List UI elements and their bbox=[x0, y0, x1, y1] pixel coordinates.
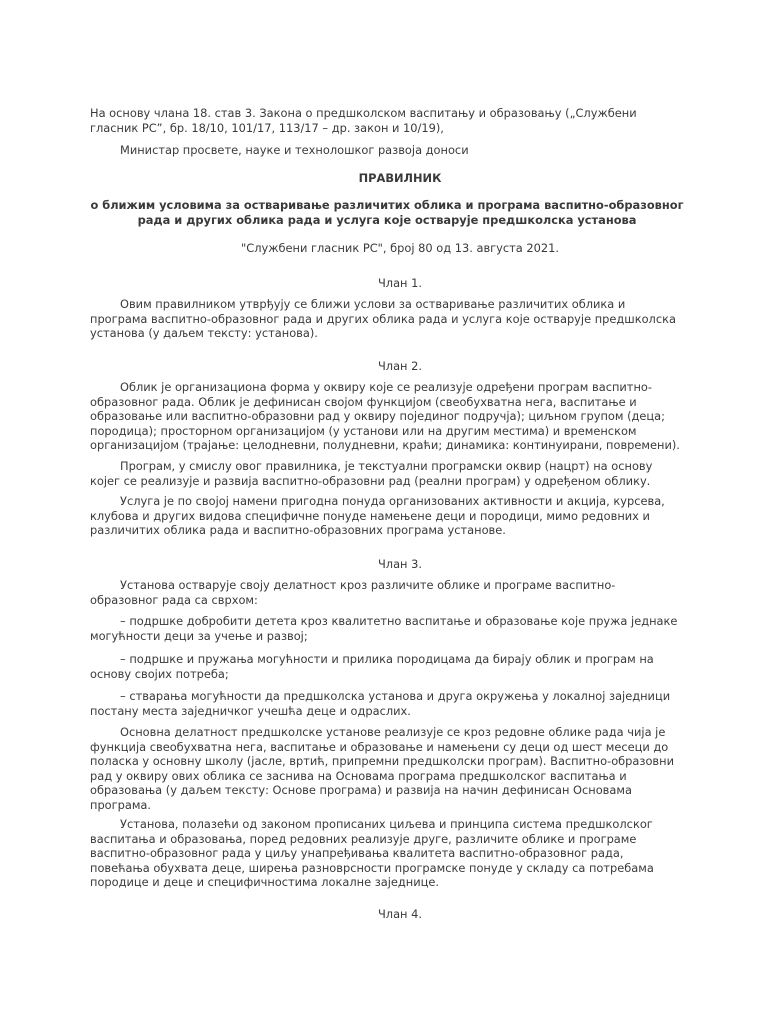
article-paragraph: Установа остварује своју делатност кроз различите облике и програме васпитно-образовног рада са сврхом: bbox=[90, 578, 616, 607]
article-heading: Члан 2. bbox=[377, 359, 422, 373]
list-item: – подршке и пружања могућности и прилика породицама да бирају облик и програм на основу својих потреба; bbox=[90, 652, 654, 681]
gazette-reference: "Службени гласник РС", број 80 од 13. августа 2021. bbox=[241, 241, 559, 255]
article-heading: Члан 4. bbox=[377, 907, 422, 921]
article-paragraph: Основна делатност предшколске установе реализује се кроз редовне облике рада чија је функција свеобухватна нега, васпитање и образовање и намењени су деци од шест месеци до поласка у основну школу (јасле, вртић, припремни предшколски програм). Васпитно-образовни рад у оквиру ових облика се заснива на Основама програма предшколског васпитања и образовања (у даљем тексту: Основе програма) и развија на начин дефинисан Основама програма. bbox=[90, 725, 674, 812]
list-item: – стварања могућности да предшколска установа и друга окружења у локалној заједници постану места заједничког учешћа деце и одраслих. bbox=[90, 689, 671, 718]
minister-line: Министар просвете, науке и технолошког развоја доноси bbox=[120, 143, 469, 157]
article-paragraph: Овим правилником утврђују се ближи услови за остваривање различитих облика и програма васпитно-образовног рада и других облика рада и услуга које остварује предшколска установа (у даљем тексту: установа). bbox=[90, 297, 676, 340]
preamble-paragraph: На основу члана 18. став 3. Закона о предшколском васпитању и образовању („Службени гласник РС”, бр. 18/10, 101/17, 113/17 – др. закон и 10/19), bbox=[90, 106, 637, 135]
article-paragraph: Облик је организациона форма у оквиру које се реализује одређени програм васпитно-образовног рада. Облик је дефинисан својом функцијом (свеобухватна нега, васпитање и образовање или васпитно-образовни рад у оквиру појединог подручја); циљном групом (деца; породица); просторном организацијом (у установи или на другим местима) и временском организацијом (трајање: целодневни, полудневни, краћи; динамика: континуирани, повремени). bbox=[90, 380, 680, 452]
document-subtitle: о ближим условима за остваривање различитих облика и програма васпитно-образовног рада и других облика рада и услуга које остварује предшколска установа bbox=[90, 198, 684, 227]
article-heading: Члан 3. bbox=[377, 557, 422, 571]
article-paragraph: Установа, полазећи од законом прописаних циљева и принципа система предшколског васпитања и образовања, поред редовних реализује друге, различите облике и програме васпитно-образовног рада у циљу унапређивања квалитета васпитно-образовног рада, повећања обухвата деце, ширења разноврсности програмске понуде у складу са потребама породице и деце и специфичностима локалне заједнице. bbox=[90, 817, 654, 889]
list-item: – подршке добробити детета кроз квалитетно васпитање и образовање које пружа једнаке могућности деци за учење и развој; bbox=[90, 614, 678, 643]
document-title: ПРАВИЛНИК bbox=[358, 171, 442, 185]
article-paragraph: Услуга је по својој намени пригодна понуда организованих активности и акција, курсева, клубова и других видова специфичне понуде намењене деци и породици, мимо редовних и различитих облика рада и васпитно-образовних програма установе. bbox=[90, 494, 665, 537]
article-heading: Члан 1. bbox=[377, 276, 422, 290]
article-paragraph: Програм, у смислу овог правилника, је текстуални програмски оквир (нацрт) на основу којег се реализује и развија васпитно-образовни рад (реални програм) у одређеном облику. bbox=[90, 459, 653, 488]
